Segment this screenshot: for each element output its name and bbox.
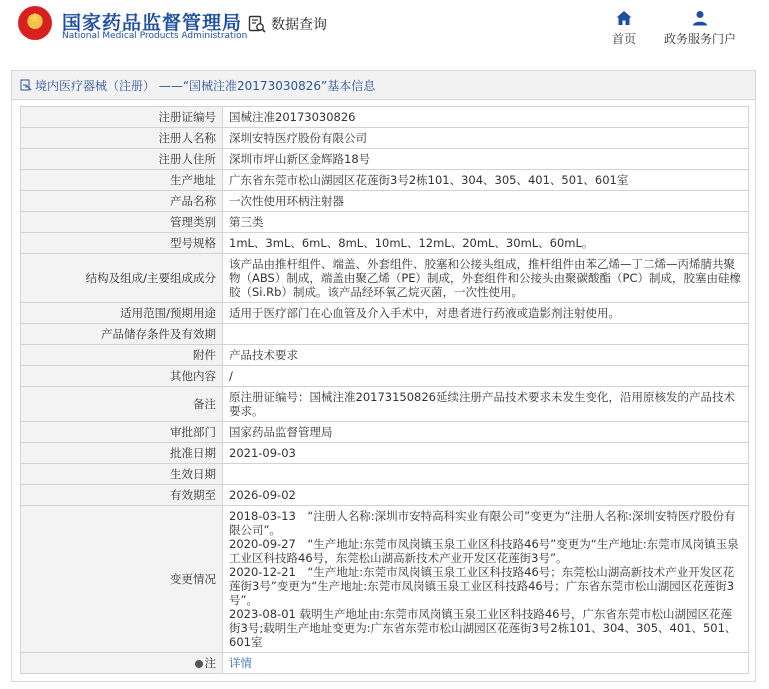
field-label	[21, 443, 223, 464]
info-table	[20, 106, 749, 674]
field-value-text: 深圳市坪山新区金辉路18号	[229, 152, 371, 166]
field-label-text: 型号规格	[170, 236, 216, 250]
field-label-text: 生产地址	[170, 173, 216, 187]
table-row	[21, 366, 749, 387]
field-value	[223, 422, 749, 443]
field-label	[21, 128, 223, 149]
field-label	[21, 345, 223, 366]
national-emblem-icon	[18, 6, 52, 40]
user-icon	[691, 10, 709, 26]
field-label-text: 批准日期	[170, 446, 216, 460]
table-row	[21, 485, 749, 506]
data-query-link[interactable]	[248, 13, 327, 35]
field-value	[223, 149, 749, 170]
table-row	[21, 128, 749, 149]
field-value-text: 广东省东莞市松山湖园区花莲街3号2栋101、304、305、401、501、601室	[229, 173, 629, 187]
field-label-text: 注	[204, 656, 216, 670]
field-label	[21, 387, 223, 422]
field-label-text: 附件	[193, 348, 216, 362]
field-value	[223, 506, 749, 653]
field-label-text: 注册证编号	[158, 110, 216, 124]
details-link[interactable]: 详情	[229, 656, 252, 670]
table-row	[21, 233, 749, 254]
field-value	[223, 464, 749, 485]
field-value-text: 2018-03-13 “注册人名称:深圳市安特高科实业有限公司”变更为“注册人名称:深圳安特医疗股份有限公司”。 2020-09-27 “生产地址:东莞市凤岗镇玉泉工业区科技路46号”变更为“生产地址:东莞市凤岗镇玉泉工业区科技路46号，东莞松山湖高新技术产业开发区花莲街3号”。 2020-12-21 “生产地址:东莞市凤岗镇玉泉工业区科技路46号；东莞松山湖高新技术产业开发区花莲街3号”变更为“生产地址:东莞市凤岗镇玉泉工业区科技路46号；广东省东莞市松山湖园区花莲街3号”。 2023-08-01 载明生产地址由:东莞市凤岗镇玉泉工业区科技路46号，广东省东莞市松山湖园区花莲街3号;载明生产地址变更为:广东省东莞市松山湖园区花莲街3号2栋101、304、305、401、501、601室	[229, 509, 739, 649]
table-row	[21, 387, 749, 422]
nav-service-portal-label: 政务服务门户	[664, 32, 737, 46]
field-value	[223, 324, 749, 345]
site-title[interactable]: 国家药品监督管理局	[62, 12, 243, 34]
nav-home[interactable]	[612, 10, 636, 47]
field-value-text: /	[229, 369, 233, 383]
field-value-text: 该产品由推杆组件、端盖、外套组件、胶塞和公接头组成，推杆组件由苯乙烯—丁二烯—丙烯腈共聚物（ABS）制成，端盖由聚乙烯（PE）制成，外套组件和公接头由聚碳酸酯（PC）制成，胶塞由硅橡胶（Si.Rb）制成。该产品经环氧乙烷灭菌，一次性使用。	[229, 257, 742, 299]
field-label-text: 适用范围/预期用途	[120, 306, 216, 320]
field-value	[223, 303, 749, 324]
table-row	[21, 464, 749, 485]
table-row	[21, 254, 749, 303]
field-label-text: 产品名称	[170, 194, 216, 208]
table-row	[21, 303, 749, 324]
site-header	[0, 0, 769, 58]
field-label	[21, 653, 223, 674]
nav-home-label: 首页	[612, 32, 637, 46]
field-label-text: 结构及组成/主要组成成分	[85, 271, 216, 285]
field-label-text: 产品储存条件及有效期	[101, 327, 216, 341]
field-label-text: 有效期至	[170, 488, 216, 502]
field-value	[223, 254, 749, 303]
panel-title: 境内医疗器械（注册） ——“国械注准20173030826”基本信息	[35, 78, 376, 93]
field-value	[223, 366, 749, 387]
field-label	[21, 233, 223, 254]
site-subtitle: National Medical Products Administration	[62, 31, 248, 41]
field-label-text: 管理类别	[170, 215, 216, 229]
field-value	[223, 345, 749, 366]
table-row	[21, 653, 749, 674]
table-row	[21, 506, 749, 653]
field-value-text: 国家药品监督管理局	[229, 425, 333, 439]
field-label	[21, 485, 223, 506]
table-row	[21, 149, 749, 170]
field-value-text: 1mL、3mL、6mL、8mL、10mL、12mL、20mL、30mL、60mL。	[229, 236, 594, 250]
field-label	[21, 303, 223, 324]
field-label	[21, 366, 223, 387]
table-row	[21, 191, 749, 212]
field-value	[223, 170, 749, 191]
field-label	[21, 324, 223, 345]
field-value-text: 第三类	[229, 215, 264, 229]
field-value	[223, 128, 749, 149]
field-label-text: 注册人住所	[158, 152, 216, 166]
field-label-text: 生效日期	[170, 467, 216, 481]
field-value	[223, 443, 749, 464]
field-value	[223, 212, 749, 233]
field-label	[21, 170, 223, 191]
table-row	[21, 345, 749, 366]
field-value-text: 2026-09-02	[229, 488, 296, 502]
field-value-text: 原注册证编号：国械注准20173150826延续注册产品技术要求未发生变化，沿用原核发的产品技术要求。	[229, 390, 735, 418]
field-label-text: 注册人名称	[158, 131, 216, 145]
field-label-text: 变更情况	[170, 572, 216, 586]
field-value	[223, 485, 749, 506]
detail-panel	[11, 70, 756, 682]
field-value	[223, 107, 749, 128]
field-value	[223, 191, 749, 212]
field-value-text: 适用于医疗部门在心血管及介入手术中，对患者进行药液或造影剂注射使用。	[229, 306, 620, 320]
table-row	[21, 324, 749, 345]
field-value-text: 一次性使用环柄注射器	[229, 194, 344, 208]
note-icon	[195, 660, 203, 668]
home-icon	[615, 10, 633, 26]
table-row	[21, 170, 749, 191]
field-value-text: 国械注准20173030826	[229, 110, 356, 124]
field-label	[21, 212, 223, 233]
field-label	[21, 107, 223, 128]
field-value	[223, 387, 749, 422]
table-row	[21, 422, 749, 443]
field-value-text: 2021-09-03	[229, 446, 296, 460]
document-icon	[20, 79, 32, 91]
field-label	[21, 506, 223, 653]
field-label	[21, 254, 223, 303]
field-label-text: 审批部门	[170, 425, 216, 439]
panel-header	[12, 71, 755, 100]
field-label	[21, 191, 223, 212]
field-label	[21, 422, 223, 443]
field-value	[223, 233, 749, 254]
nav-service-portal[interactable]	[664, 10, 736, 47]
data-search-icon	[248, 15, 266, 33]
field-label-text: 其他内容	[170, 369, 216, 383]
field-value[interactable]	[223, 653, 749, 674]
table-row	[21, 107, 749, 128]
table-row	[21, 443, 749, 464]
field-label	[21, 464, 223, 485]
field-label-text: 备注	[193, 397, 216, 411]
data-query-label: 数据查询	[271, 17, 327, 33]
table-row	[21, 212, 749, 233]
field-label	[21, 149, 223, 170]
field-value-text: 深圳安特医疗股份有限公司	[229, 131, 367, 145]
field-value-text: 产品技术要求	[229, 348, 298, 362]
